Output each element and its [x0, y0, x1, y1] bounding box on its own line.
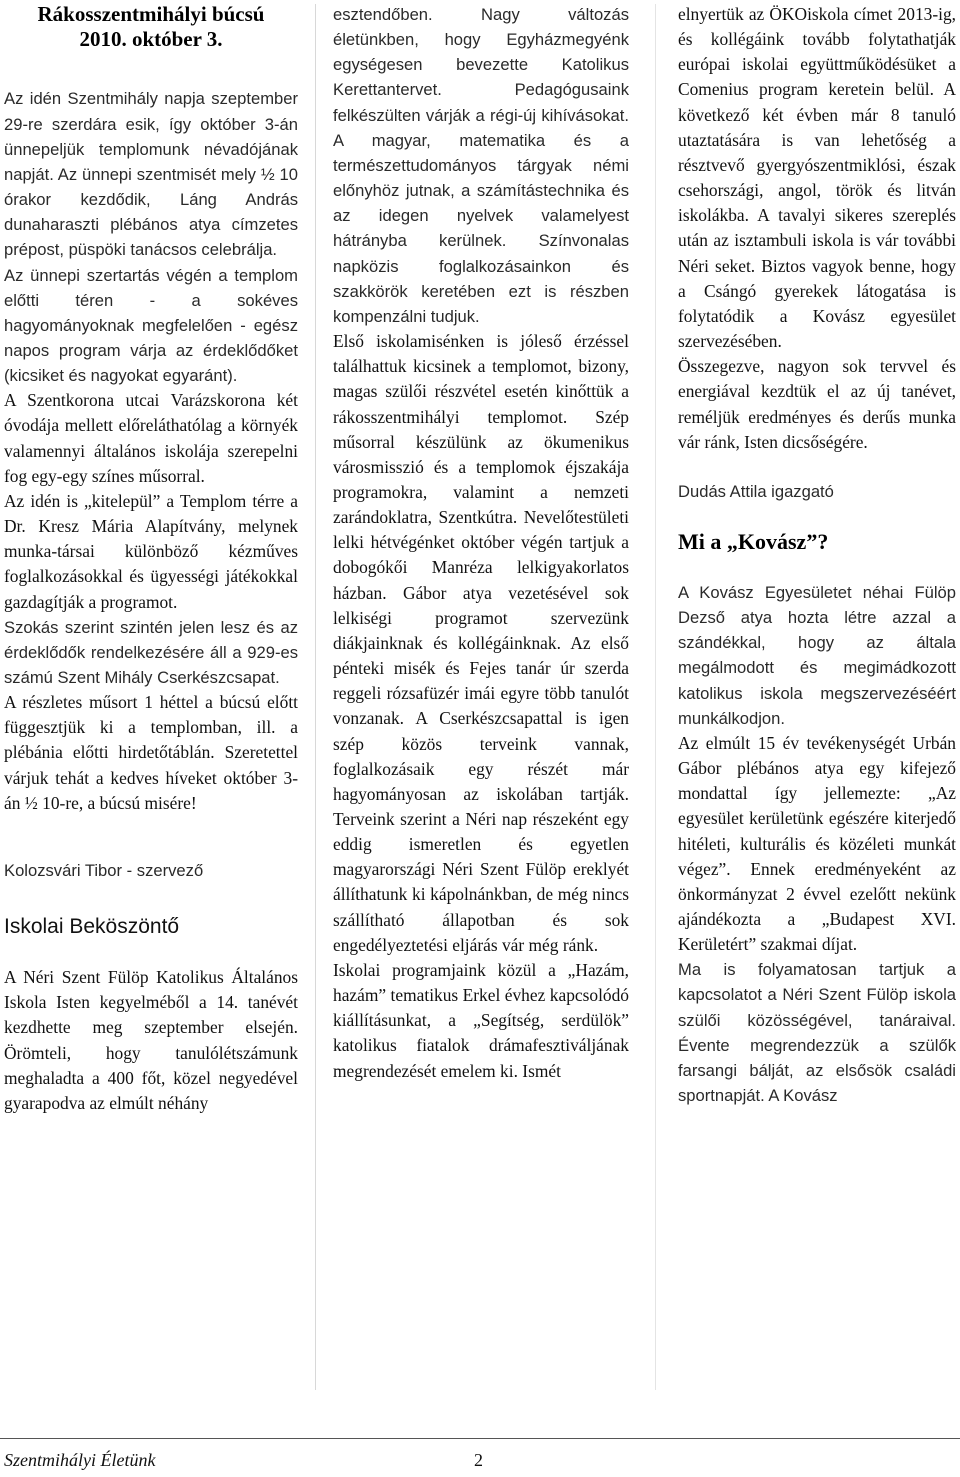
paragraph: elnyertük az ÖKOiskola címet 2013-ig, és kollégáink tovább folytathatják európai iskolai együttműködésüket a Comenius program keretein belül. A következő két évben már 8 tanuló utaztatására is van lehetőség a résztvevő gyergyószentmiklósi, észak csehországi, angol, török és litván iskolákba. A tavalyi sikeres szereplés után az isztambuli iskola is vár további Néri seket. Biztos vagyok benne, hogy a Csángó gyerekek látogatása is folytatódik a Kovász egyesület szervezésében. — [678, 4, 956, 352]
author-signature: Dudás Attila igazgató — [678, 481, 834, 501]
column-1 — [4, 2, 298, 1116]
paragraph: A Kovász Egyesületet néhai Fülöp Dezső atya hozta létre azzal a szándékkal, hogy az általa megálmodott és megimádkozott katolikus iskola megszervezéséért munkálkodjon. — [678, 582, 956, 728]
paragraph: Ma is folyamatosan tartjuk a kapcsolatot a Néri Szent Fülöp iskola szülői közösségével, tanáraival. Évente megrendezzük a szülők farsangi bálját, az elsősök családi sportnapját. A Kovász — [678, 960, 956, 1106]
paragraph: A részletes műsort 1 héttel a búcsú előtt függesztjük ki a templomban, ill. a plébánia előtti hirdetőtáblán. Szeretettel várjuk tehát a kedves híveket október 3-án ½ 10-re, a búcsú misére! — [4, 692, 298, 813]
paragraph: Az idén is „kitelepül” a Templom térre a Dr. Kresz Mária Alapítvány, melynek munka-társai különböző kézműves foglalkozásokkal és ügyességi játékokkal gazdagítják a programot. — [4, 490, 298, 612]
paragraph: esztendőben. Nagy változás életünkben, hogy Egyházmegyénk egységesen bevezette Katolikus Kerettantervet. Pedagógusaink felkészülten várják a régi-új kihívásokat. A magyar, matematika és a természettudományos tárgyak némi előnyhöz jutnak, a számítástechnika és az idegen nyelvek valamelyest hátrányba kerülnek. Színvonalas napközis foglalkozásainkon és szakkörök keretében ezt is részben kompenzálni tudjuk. — [333, 5, 629, 326]
paragraph: Az ünnepi szertartás végén a templom előtti téren - a sokéves hagyományoknak megfelelően - egész napos program várja az érdeklődőket (kicsiket és nagyokat egyaránt). — [4, 265, 298, 386]
article-title — [4, 2, 298, 52]
paragraph: Összegezve, nagyon sok tervvel és energiával kezdtük el az új tanévet, reméljük eredményes és derűs munka vár ránk, Isten dicsőségére. — [678, 356, 956, 452]
paragraph: Az elmúlt 15 év tevékenységét Urbán Gábor plébános atya egy kifejező mondattal így jellemezte: „Az egyesület kerületünk egészére kiterjedő hitéleti, kulturális és közéleti munkát végez”. Ennek eredményeként az önkormányzat 2 évvel ezelőtt nekünk ajándékozta a „Budapest XVI. Kerületért” szakmai díjat. — [678, 732, 956, 955]
paragraph: Az idén Szentmihály napja szeptember 29-re szerdára esik, így október 3-án ünnepeljük templomunk névadójának napját. Az ünnepi szentmisét mely ½ 10 órakor kezdődik, Láng András dunaharaszti plébános atya címzetes prépost, püspöki tanácsos celebrálja. — [4, 89, 298, 260]
section-heading: Mi a „Kovász”? — [678, 528, 829, 554]
article-title-line-2: 2010. október 3. — [79, 27, 223, 52]
paragraph: Első iskolamisénken is jóleső érzéssel találhattuk kicsinek a templomot, bizony, magas szülői részvétel esetén kinőttük a rákosszentmihályi templomot. Szép műsorral készülünk az ökumenikus városmisszió és a templomok éjszakája programokra, valamint a nemzeti zarándoklatra, Szentkútra. Nevelőtestületi lelki hétvégénket október végén tartjuk a dobogókői Manréza lelkigyakorlatos házban. Gábor atya vezetésével sok lelkiségi programot szervezünk diákjainknak és kollégáinknak. Az első pénteki misék és Fejes tanár úr szerda reggeli rózsafüzér imái egyre több tanulót vonzanak. A Cserkészcsapattal is igen szép közös terveink vannak, foglalkozásaik egy részét már hagyományosan az iskolában tartják. Terveink szerint a Néri nap részeként egy eddig ismeretlen és egyetlen magyarországi Néri Szent Fülöp ereklyét állíthatunk ki kápolnánkban, de még nincs szállítható állapotban és sok engedélyeztetési eljárás vár még ránk. — [333, 331, 629, 955]
column-3 — [678, 2, 956, 1108]
paragraph: Szokás szerint szintén jelen lesz és az érdeklődők rendelkezésére áll a 929-es számú Szent Mihály Cserkészcsapat. — [4, 617, 298, 687]
publication-name: Szentmihályi Életünk — [4, 1450, 156, 1470]
page-number: 2 — [474, 1450, 483, 1470]
paragraph: A Szentkorona utcai Varázskorona két óvodája mellett előreláthatólag a környék valamennyi általános iskolája szerepelni fog egy-egy színes műsorral. — [4, 390, 298, 486]
article-title-line-1: Rákosszentmihályi búcsú — [37, 2, 265, 26]
column-2 — [333, 2, 629, 1084]
author-signature: Kolozsvári Tibor - szervező — [4, 860, 204, 880]
paragraph: Iskolai programjaink közül a „Hazám, hazám” tematikus Erkel évhez kapcsolódó kiállításunkat, a „Segítség, serdülök” katolikus fiatalok drámafesztiváljának megrendezését emelem ki. Ismét — [333, 959, 629, 1081]
column-divider — [655, 4, 656, 1390]
column-divider — [315, 4, 316, 1390]
section-heading: Iskolai Beköszöntő — [4, 915, 180, 939]
paragraph: A Néri Szent Fülöp Katolikus Általános Iskola Isten kegyelméből a 14. tanévét kezdhette meg szeptember elsején. Örömteli, hogy tanulólétszámunk meghaladta a 400 főt, közel negyedével gyarapodva az elmúlt néhány — [4, 967, 298, 1113]
footer-rule — [0, 1438, 960, 1439]
